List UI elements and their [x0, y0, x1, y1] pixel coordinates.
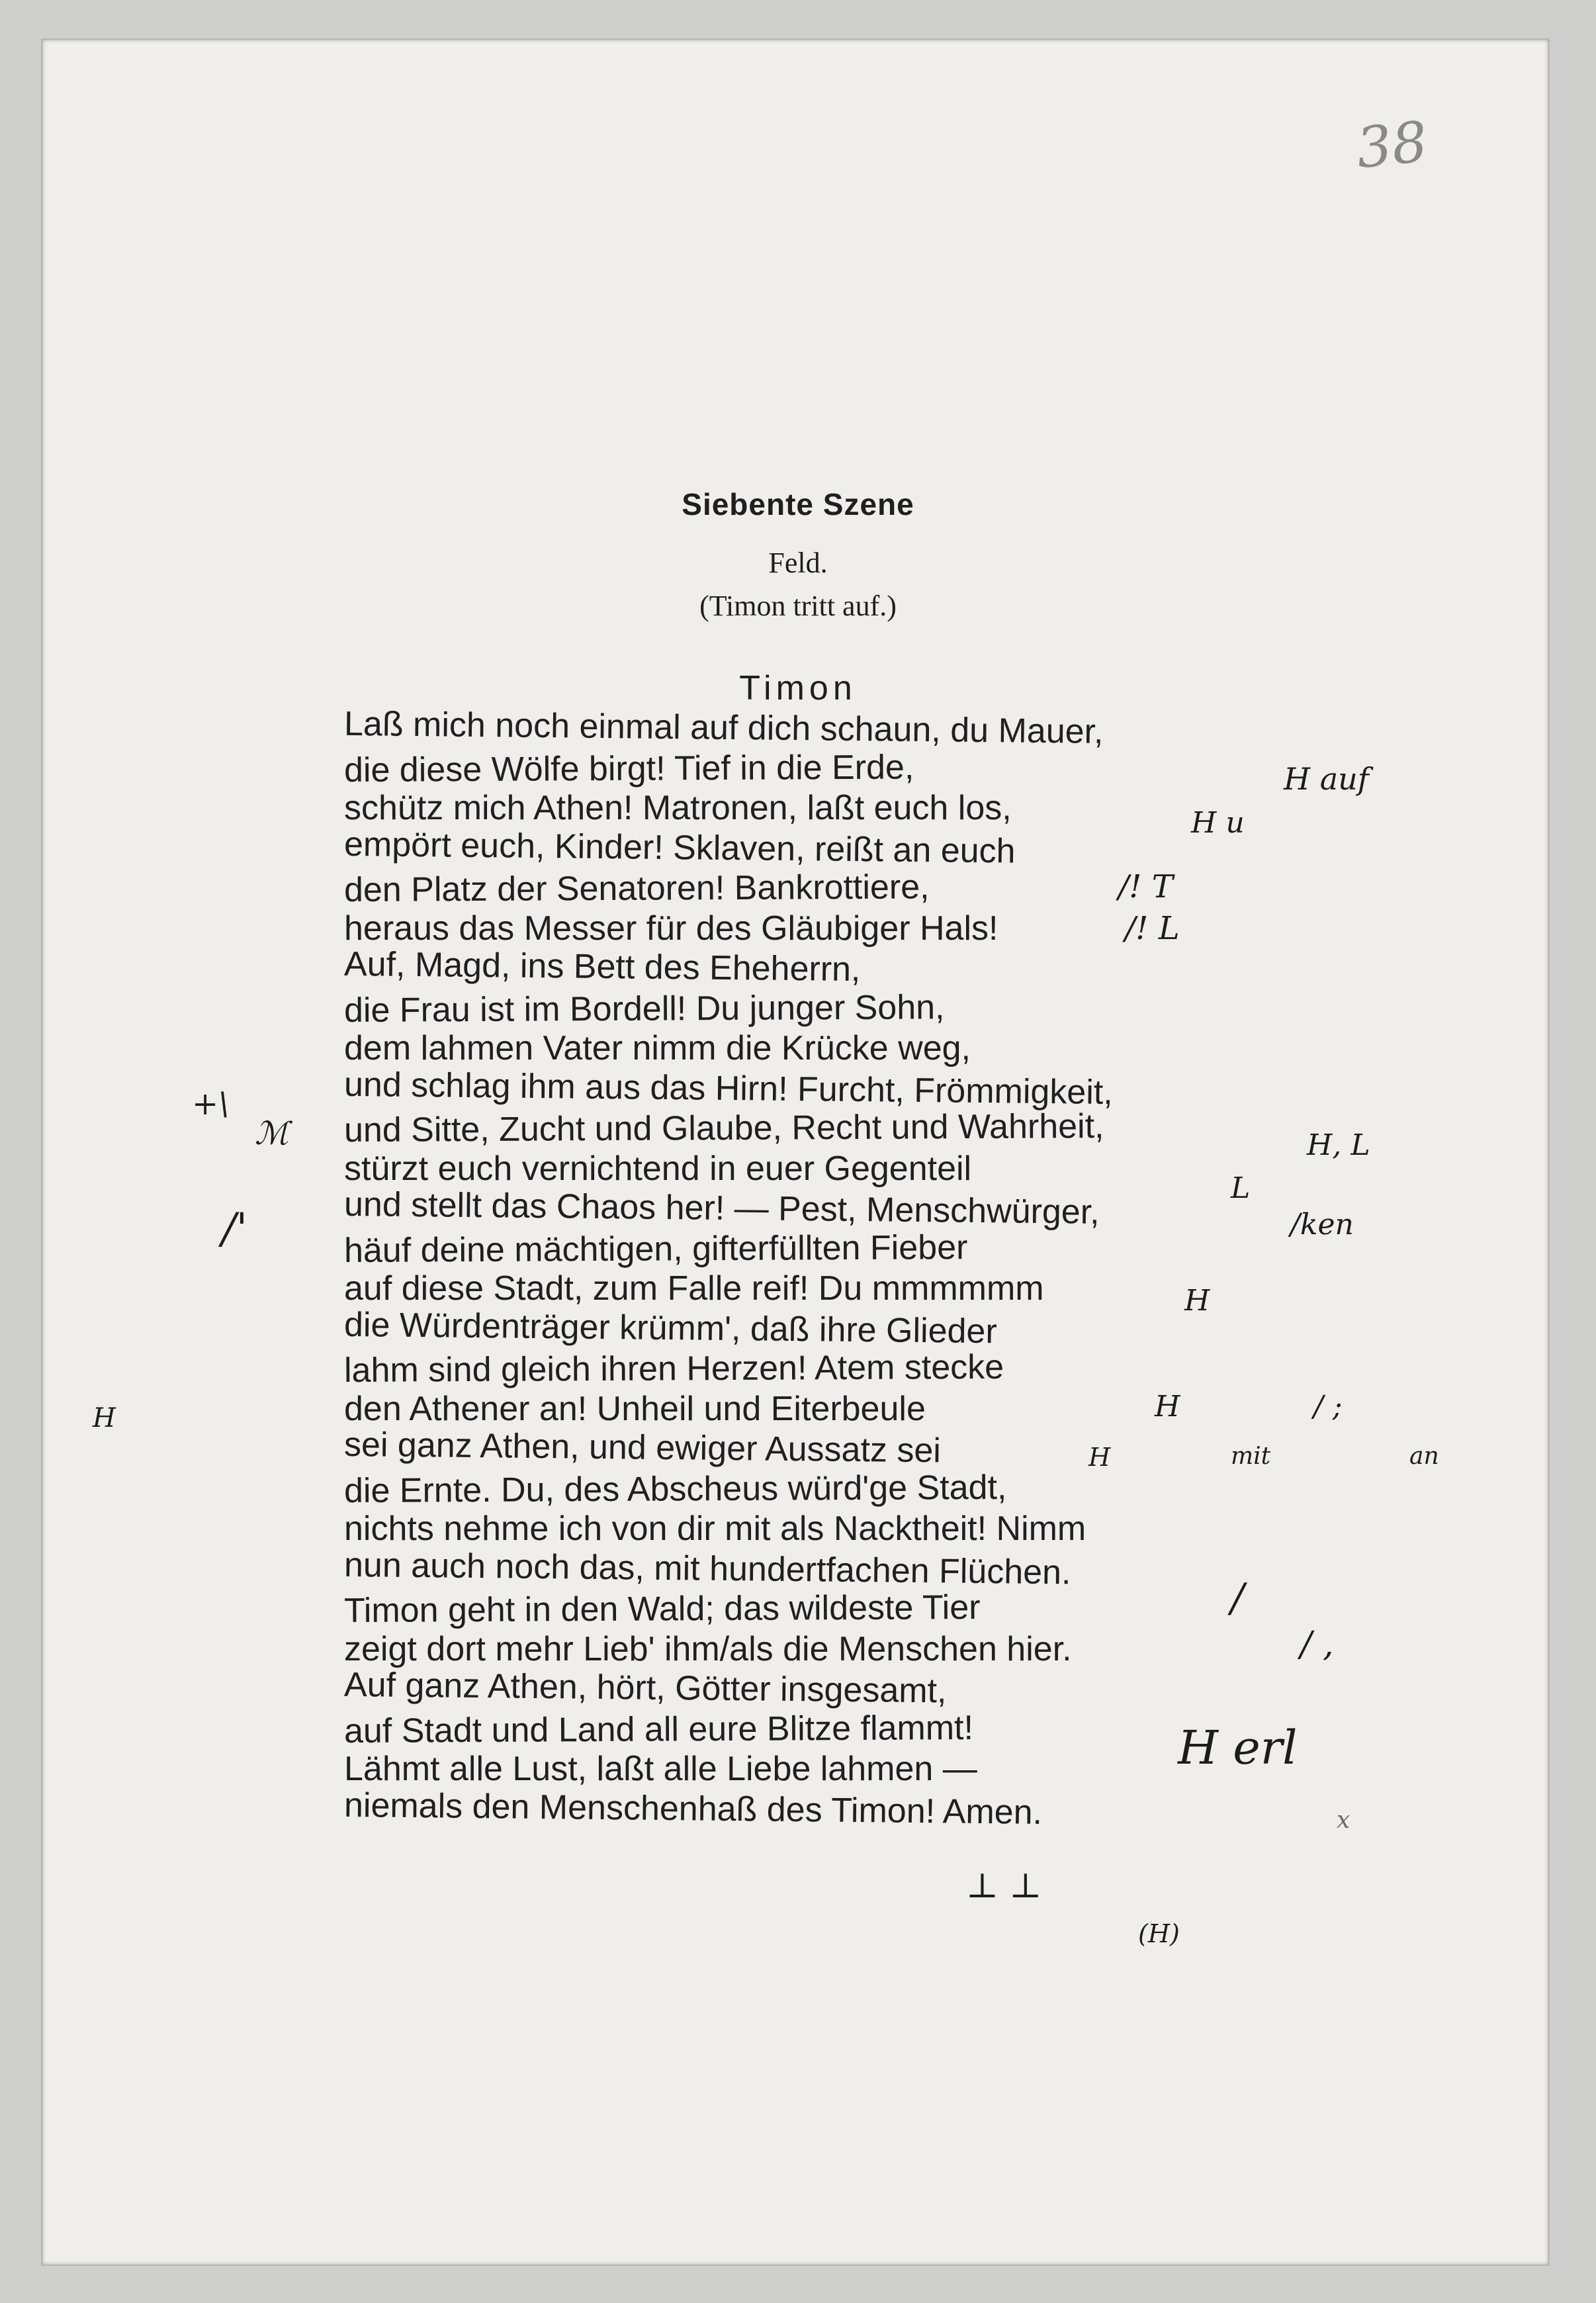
margin-note: H	[93, 1403, 116, 1433]
speaker-name: Timon	[739, 669, 857, 707]
margin-note: H	[1155, 1390, 1180, 1423]
margin-note: /	[1231, 1575, 1245, 1621]
verse-line: die diese Wölfe birgt! Tief in die Erde,	[343, 748, 914, 790]
verse-line: die Ernte. Du, des Abscheus würd'ge Stadt,	[343, 1468, 1007, 1510]
verse-line: und stellt das Chaos her! — Pest, Menschwürger,	[343, 1185, 1100, 1232]
verse-line: empört euch, Kinder! Sklaven, reißt an euch	[343, 825, 1016, 871]
verse-line: Laß mich noch einmal auf dich schaun, du Mauer,	[343, 704, 1104, 751]
verse-line: auf diese Stadt, zum Falle reif! Du mmmmmm	[344, 1269, 1044, 1308]
margin-note: H	[1184, 1284, 1210, 1318]
margin-note: an	[1409, 1443, 1439, 1470]
margin-note: /! L	[1125, 910, 1180, 947]
verse-line: niemals den Menschenhaß des Timon! Amen.	[343, 1785, 1043, 1832]
margin-note: mit	[1231, 1443, 1271, 1470]
verse-line: Lähmt alle Lust, laßt alle Liebe lahmen —	[344, 1750, 977, 1788]
verse-line: und schlag ihm aus das Hirn! Furcht, Frömmigkeit,	[343, 1065, 1114, 1112]
verse-line: Timon geht in den Wald; das wildeste Tier	[343, 1588, 981, 1631]
margin-note: ⊥ ⊥	[966, 1866, 1042, 1906]
margin-note: H u	[1191, 806, 1245, 840]
place-line: Feld.	[768, 547, 828, 579]
margin-note: ℳ	[255, 1115, 289, 1152]
verse-line: Auf ganz Athen, hört, Götter insgesamt,	[343, 1665, 947, 1711]
verse-line: Auf, Magd, ins Bett des Eheherrn,	[343, 944, 861, 989]
verse-line: heraus das Messer für des Gläubiger Hals!	[344, 909, 998, 948]
scene-title: Siebente Szene	[682, 487, 914, 521]
verse-line: auf Stadt und Land all eure Blitze flammt!	[343, 1708, 974, 1750]
stage-direction: (Timon tritt auf.)	[699, 590, 897, 622]
margin-note: /! T	[1118, 868, 1173, 905]
verse-line: und Sitte, Zucht und Glaube, Recht und Wahrheit,	[343, 1107, 1104, 1150]
page-number: 38	[1353, 109, 1431, 181]
margin-note: / ,	[1300, 1625, 1334, 1664]
margin-note: /ken	[1290, 1208, 1354, 1242]
margin-note: /'	[222, 1204, 248, 1253]
verse-line: sei ganz Athen, und ewiger Aussatz sei	[343, 1425, 942, 1470]
margin-note: (H)	[1138, 1919, 1180, 1948]
verse-line: häuf deine mächtigen, gifterfüllten Fieber	[343, 1228, 968, 1270]
verse-line: stürzt euch vernichtend in euer Gegenteil	[344, 1149, 972, 1188]
margin-note: H auf	[1284, 761, 1369, 797]
margin-note: / ;	[1313, 1390, 1343, 1423]
verse-line: die Frau ist im Bordell! Du junger Sohn,	[343, 987, 945, 1030]
margin-note: H	[1088, 1443, 1111, 1472]
verse-line: den Athener an! Unheil und Eiterbeule	[344, 1389, 926, 1428]
margin-note: +\	[192, 1085, 230, 1122]
verse-line: nun auch noch das, mit hundertfachen Flüchen.	[343, 1545, 1071, 1592]
verse-line: die Würdenträger krümm', daß ihre Glieder	[343, 1305, 998, 1351]
margin-note: H, L	[1307, 1128, 1370, 1162]
verse-line: schütz mich Athen! Matronen, laßt euch los,	[344, 789, 1012, 827]
margin-note: L	[1231, 1171, 1251, 1205]
verse-line: den Platz der Senatoren! Bankrottiere,	[343, 868, 930, 910]
verse-line: lahm sind gleich ihren Herzen! Atem stecke	[343, 1347, 1004, 1390]
verse-line: zeigt dort mehr Lieb' ihm/als die Menschen hier.	[344, 1629, 1072, 1668]
margin-note: x	[1337, 1807, 1351, 1834]
verse-block	[343, 704, 1114, 1832]
verse-line: nichts nehme ich von dir mit als Nacktheit! Nimm	[344, 1510, 1086, 1548]
verse-line: dem lahmen Vater nimm die Krücke weg,	[344, 1029, 971, 1067]
margin-note: H erl	[1178, 1721, 1298, 1775]
